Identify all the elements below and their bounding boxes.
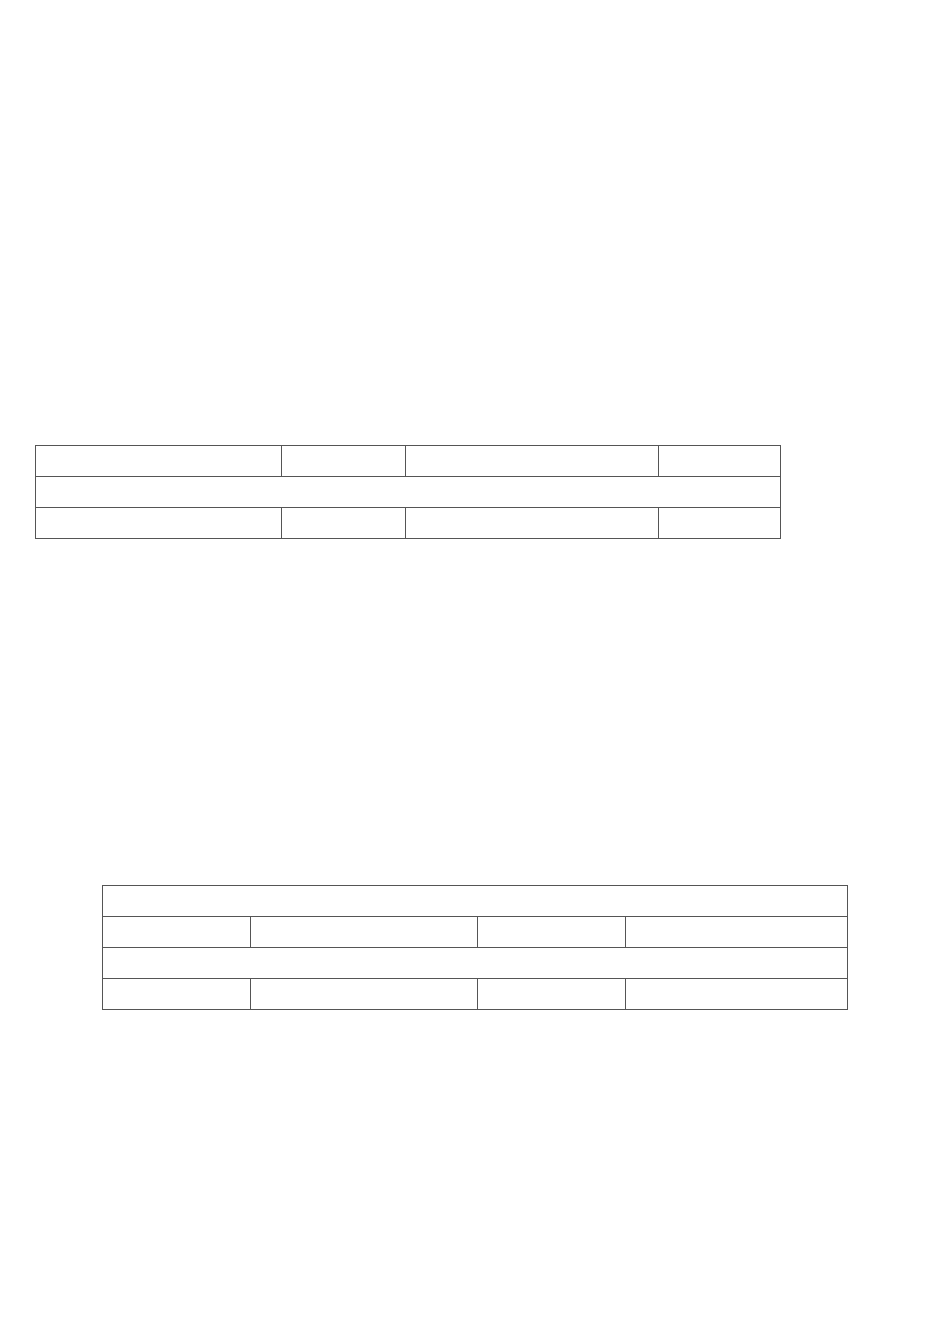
pcol-code <box>103 979 251 1010</box>
resistor-code-table <box>35 445 781 539</box>
col-base-value <box>282 508 406 539</box>
pcol-current <box>251 979 478 1010</box>
vcol-code <box>103 917 251 948</box>
col-power <box>659 508 781 539</box>
vcol-code-2 <box>478 917 626 948</box>
header-c <box>659 446 781 477</box>
formula-row <box>36 477 781 508</box>
header-exponent <box>406 446 659 477</box>
col-code-2 <box>406 508 659 539</box>
varistor-title <box>103 886 848 917</box>
peak-title <box>103 948 848 979</box>
pcol-voltage <box>626 979 848 1010</box>
pcol-code-2 <box>478 979 626 1010</box>
header-base-digits <box>36 446 282 477</box>
vcol-voltage-2 <box>626 917 848 948</box>
header-ccc <box>282 446 406 477</box>
col-code <box>36 508 282 539</box>
varistor-table <box>102 885 848 1010</box>
vcol-voltage <box>251 917 478 948</box>
